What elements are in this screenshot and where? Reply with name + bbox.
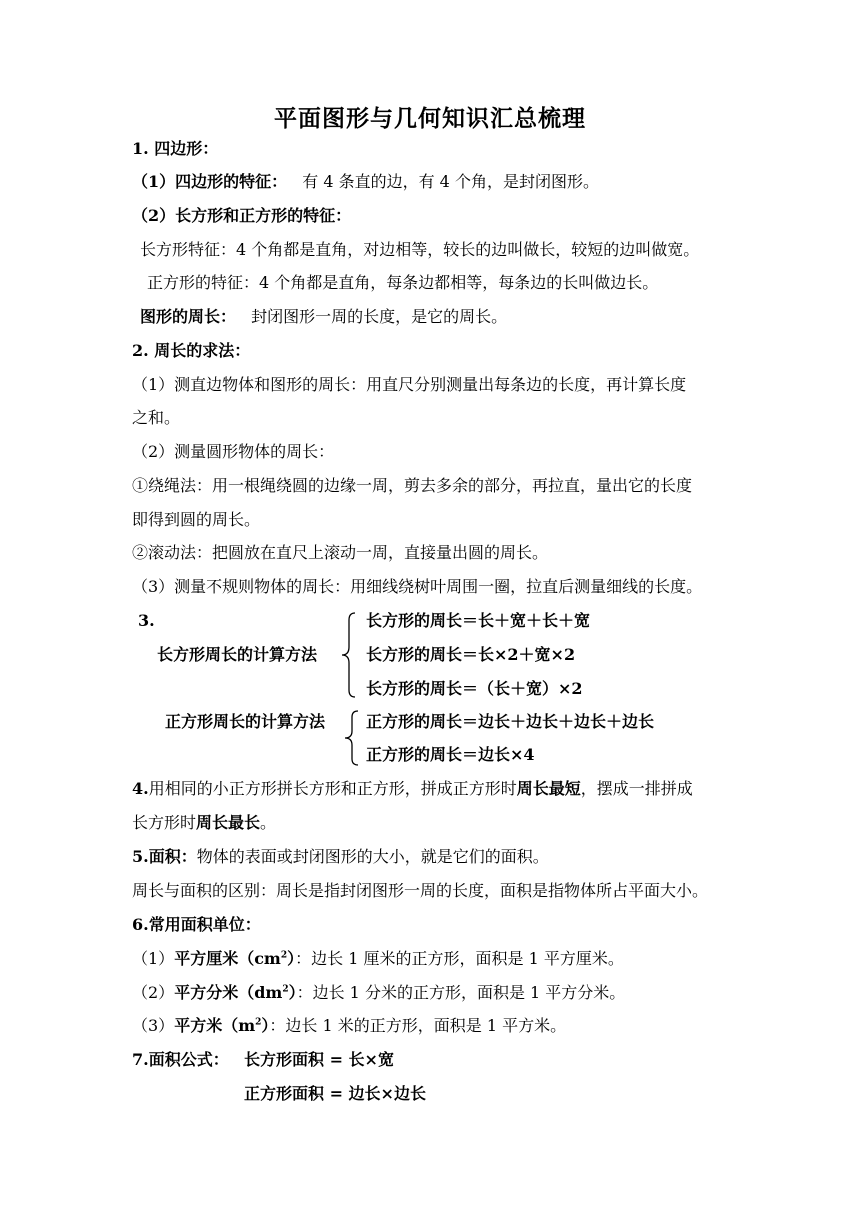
unit-2-index: （2）: [132, 983, 175, 1002]
unit-m2-label: 平方米（m: [174, 1016, 256, 1035]
quad-feature-line: [132, 172, 599, 192]
unit-m2-line: [132, 1016, 566, 1036]
section-3-number: 3.: [138, 611, 155, 630]
unit-m2-name: [174, 1016, 269, 1035]
superscript-2: 2: [280, 950, 288, 961]
perimeter-def-line: [140, 307, 507, 327]
section-4-line-1: [132, 779, 693, 799]
unit-cm2-close: ）: [287, 949, 296, 968]
unit-1-index: （1）: [132, 949, 175, 968]
rect-brace: [336, 611, 358, 699]
section-4-text-1: 用相同的小正方形拼长方形和正方形，拼成正方形时: [148, 779, 517, 798]
unit-cm2-line: [132, 949, 624, 969]
unit-dm2-label: 平方分米（dm: [174, 983, 283, 1002]
perimeter-label: 图形的周长：: [140, 307, 237, 326]
unit-cm2-text: ：边长 1 厘米的正方形，面积是 1 平方厘米。: [295, 949, 624, 968]
area-def-line: [132, 847, 549, 867]
method-2-heading: （2）测量圆形物体的周长：: [132, 442, 335, 461]
unit-cm2-name: [174, 949, 295, 968]
unit-dm2-close: ）: [288, 983, 297, 1002]
method-1-line-2: 之和。: [132, 408, 181, 427]
area-label: 5.面积：: [132, 847, 197, 866]
shortest-perimeter-emphasis: 周长最短: [516, 779, 581, 798]
square-brace: [339, 709, 361, 767]
section-4-text-4: 。: [260, 813, 277, 832]
area-text: 物体的表面或封闭图形的大小，就是它们的面积。: [196, 847, 549, 866]
unit-m2-close: ）: [261, 1016, 270, 1035]
rect-perimeter-method-label: 长方形周长的计算方法: [157, 645, 318, 664]
unit-dm2-name: [174, 983, 296, 1002]
section-7-label: 7.面积公式：: [132, 1050, 229, 1069]
section-4-text-2: ，摆成一排拼成: [580, 779, 693, 798]
rect-area-formula: 长方形面积 = 长×宽: [244, 1050, 394, 1069]
superscript-2: 2: [255, 1017, 262, 1028]
longest-perimeter-emphasis: 周长最长: [196, 813, 261, 832]
rect-square-feature-label: （2）长方形和正方形的特征：: [132, 206, 352, 225]
section-4-line-2: [132, 813, 276, 833]
perimeter-vs-area: 周长与面积的区别：周长是指封闭图形一周的长度，面积是指物体所占平面大小。: [132, 881, 709, 900]
rect-formula-1: 长方形的周长＝长＋宽＋长＋宽: [366, 611, 591, 630]
section-2-heading: 2. 周长的求法：: [132, 341, 251, 360]
square-area-formula: 正方形面积 = 边长×边长: [244, 1084, 426, 1103]
square-formula-1: 正方形的周长＝边长＋边长＋边长＋边长: [366, 712, 655, 731]
page-title: 平面图形与几何知识汇总梳理: [274, 105, 586, 132]
superscript-2: 2: [282, 984, 289, 995]
quad-feature-text: 有 4 条直的边，有 4 个角，是封闭图形。: [302, 172, 599, 191]
section-4-number: 4.: [132, 779, 149, 798]
unit-dm2-line: [132, 983, 625, 1003]
rect-formula-2: 长方形的周长＝长×2＋宽×2: [366, 645, 576, 664]
perimeter-text: 封闭图形一周的长度，是它的周长。: [251, 307, 508, 326]
section-4-text-3: 长方形时: [132, 813, 197, 832]
unit-m2-text: ：边长 1 米的正方形，面积是 1 平方米。: [269, 1016, 567, 1035]
roll-method: ②滚动法：把圆放在直尺上滚动一周，直接量出圆的周长。: [132, 543, 549, 562]
section-6-heading: 6.常用面积单位：: [132, 915, 261, 934]
square-perimeter-method-label: 正方形周长的计算方法: [165, 712, 326, 731]
rect-feature-text: 长方形特征：4 个角都是直角，对边相等，较长的边叫做长，较短的边叫做宽。: [140, 240, 700, 259]
unit-3-index: （3）: [132, 1016, 175, 1035]
method-1-line-1: （1）测直边物体和图形的周长：用直尺分别测量出每条边的长度，再计算长度: [132, 375, 687, 394]
rope-method-line-1: ①绕绳法：用一根绳绕圆的边缘一周，剪去多余的部分，再拉直，量出它的长度: [132, 476, 693, 495]
square-formula-2: 正方形的周长＝边长×4: [366, 745, 535, 764]
unit-cm2-label: 平方厘米（cm: [174, 949, 281, 968]
quad-feature-label: （1）四边形的特征：: [132, 172, 288, 191]
square-feature-text: 正方形的特征：4 个角都是直角，每条边都相等，每条边的长叫做边长。: [147, 273, 659, 292]
method-3: （3）测量不规则物体的周长：用细线绕树叶周围一圈，拉直后测量细线的长度。: [132, 577, 703, 596]
rope-method-line-2: 即得到圆的周长。: [132, 510, 261, 529]
unit-dm2-text: ：边长 1 分米的正方形，面积是 1 平方分米。: [296, 983, 626, 1002]
section-1-heading: 1. 四边形：: [132, 139, 219, 158]
rect-formula-3: 长方形的周长＝（长＋宽）×2: [366, 679, 583, 698]
